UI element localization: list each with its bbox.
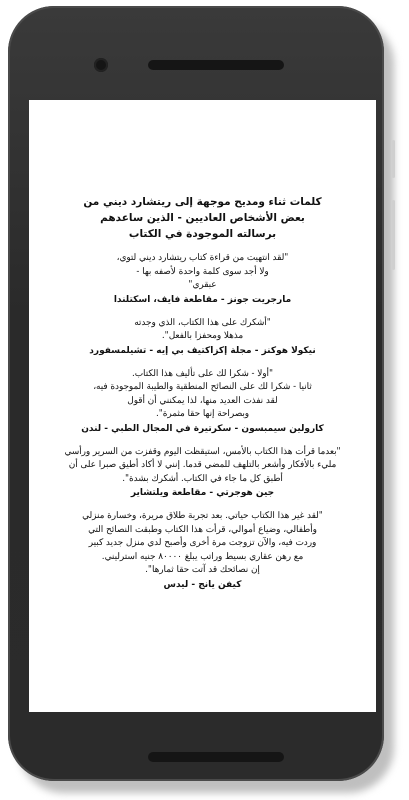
testimonial-author: نيكولا هوكنز - مجلة إكزاكتيف بي إيه - تشيلمسفورد	[89, 345, 316, 356]
ebook-page	[29, 100, 376, 592]
quote-line: "لقد غير هذا الكتاب حياتي. بعد تجربة طلاق مريرة، وخسارة منزلي	[82, 511, 323, 521]
quote-line: أطبق كل ما جاء في الكتاب. أشكرك بشدة".	[122, 473, 283, 484]
power-button[interactable]	[392, 200, 395, 270]
quote-line: "لقد انتهيت من قراءة كتاب ريتشارد ديني لتوي،	[116, 253, 289, 263]
quote-line: مليء بالأفكار وأشعر بالتلهف للمضي قدما. إنني لا أكاد أطيق صبرا على أن	[68, 460, 337, 470]
front-camera-icon	[94, 58, 108, 72]
quote-line: مذهلا ومحفزا بالفعل".	[161, 331, 244, 341]
quote-line: "أولا - شكرا لك على تأليف هذا الكتاب.	[131, 368, 274, 379]
testimonial	[45, 446, 360, 501]
quote-line: "أشكرك على هذا الكتاب، الذي وجدته	[134, 317, 271, 328]
page-title	[45, 194, 360, 242]
quote-line: لقد نفذت العديد منها، لذا يمكنني أن أقول	[127, 395, 278, 406]
testimonial-quote	[45, 368, 360, 422]
quote-line: "بعدما قرأت هذا الكتاب بالأمس، استيقظت اليوم وقفزت من السرير ورأسي	[64, 446, 341, 457]
quote-line: مع رهن عقاري بسيط وراتب يبلغ ٨٠٠٠٠ جنيه استرليني.	[101, 551, 304, 562]
phone-screen[interactable]	[29, 100, 376, 712]
testimonial-quote	[45, 252, 360, 293]
volume-button[interactable]	[392, 140, 395, 178]
quote-line: إن نصائحك قد آتت حقا ثمارها".	[145, 565, 260, 575]
title-line: كلمات ثناء ومديح موجهة إلى ريتشارد ديني من	[83, 196, 322, 208]
testimonial-author: كارولين سيمبسون - سكرتيرة في المجال الطبي - لندن	[81, 423, 324, 434]
quote-line: ولا أجد سوى كلمة واحدة لأصفه بها -	[136, 266, 269, 277]
quote-line: عبقري"	[188, 280, 217, 290]
testimonial	[45, 252, 360, 307]
testimonial-quote	[45, 510, 360, 578]
earpiece-speaker	[148, 60, 284, 70]
quote-line: وأطفالي، وضياع أموالي، قرأت هذا الكتاب وطبقت النصائح التي	[88, 524, 317, 535]
testimonial	[45, 368, 360, 436]
testimonial-quote	[45, 317, 360, 344]
testimonial	[45, 510, 360, 592]
quote-line: وبصراحة إنها حقا مثمرة".	[155, 409, 250, 419]
testimonial	[45, 317, 360, 358]
title-line: برسالته الموجودة في الكتاب	[128, 228, 277, 240]
quote-line: ثانيا - شكرا لك على النصائح المنطقية والطيبة الموجودة فيه،	[93, 382, 312, 392]
title-line: بعض الأشخاص العاديين - الذين ساعدهم	[100, 212, 305, 224]
testimonial-author: كيفن يانج - ليدس	[163, 579, 242, 590]
quote-line: وردت فيه، والآن تزوجت مرة أخرى وأصبح لدي منزل جديد كبير	[88, 538, 317, 548]
testimonial-quote	[45, 446, 360, 487]
testimonial-author: مارجريت جونز - مقاطعة فايف، اسكتلندا	[113, 294, 292, 305]
testimonial-author: جين هوجرتي - مقاطعة ويلتشاير	[130, 488, 275, 498]
bottom-speaker-bar	[148, 752, 284, 762]
